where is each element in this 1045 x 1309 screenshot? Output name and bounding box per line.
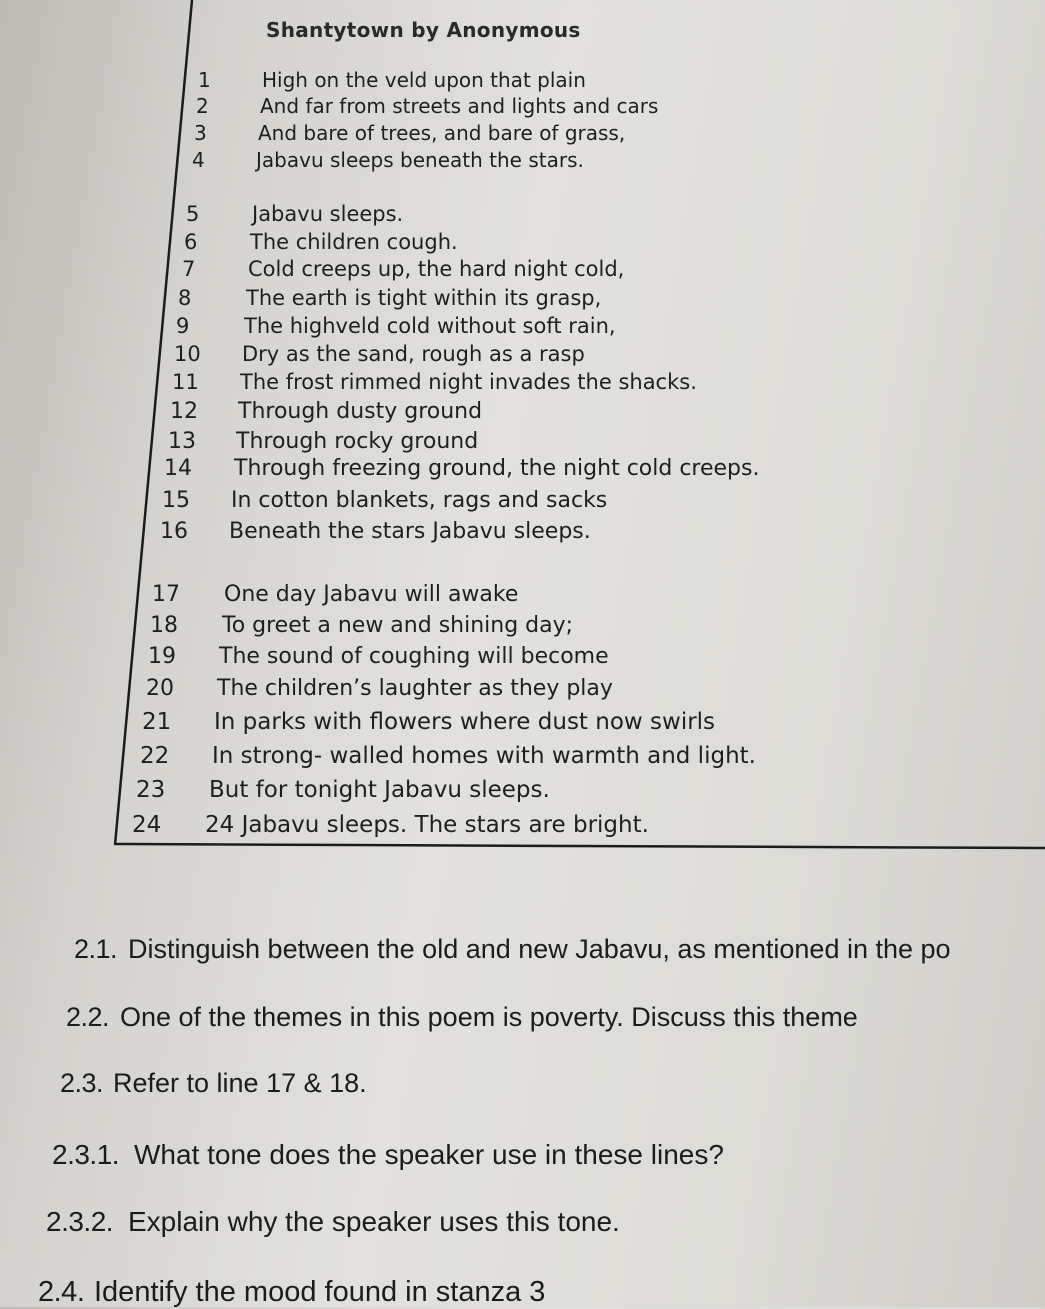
line-number: 11 — [172, 370, 199, 394]
line-number: 9 — [176, 314, 190, 338]
line-number: 17 — [152, 582, 180, 607]
question-number: 2.4. — [38, 1276, 85, 1308]
line-number: 5 — [186, 202, 200, 226]
line-number: 4 — [192, 148, 205, 172]
line-number: 3 — [194, 121, 207, 145]
line-text: The earth is tight within its grasp, — [246, 286, 602, 310]
line-text: In cotton blankets, rags and sacks — [231, 488, 608, 513]
line-text: Through rocky ground — [236, 429, 479, 454]
line-number: 13 — [168, 429, 196, 454]
line-number: 7 — [182, 257, 196, 281]
line-text: But for tonight Jabavu sleeps. — [209, 777, 550, 803]
line-text: Cold creeps up, the hard night cold, — [248, 257, 625, 281]
question-text: One of the themes in this poem is poverty. Discuss this theme — [120, 1002, 858, 1032]
poem-title: Shantytown by Anonymous — [266, 18, 581, 42]
question-number: 2.2. — [66, 1002, 110, 1032]
line-text: And far from streets and lights and cars — [260, 94, 659, 118]
line-number: 19 — [148, 644, 176, 669]
line-text: The children’s laughter as they play — [217, 676, 613, 701]
line-number: 2 — [196, 94, 209, 118]
line-text: Jabavu sleeps. — [252, 202, 404, 226]
line-number: 8 — [178, 286, 192, 310]
line-number: 12 — [170, 399, 198, 424]
line-number: 20 — [146, 676, 174, 701]
line-text: To greet a new and shining day; — [222, 613, 574, 638]
line-text: Dry as the sand, rough as a rasp — [242, 342, 585, 366]
line-number: 10 — [174, 342, 201, 366]
line-text: In parks with flowers where dust now swirls — [214, 709, 716, 735]
line-number: 22 — [140, 743, 170, 769]
line-text: And bare of trees, and bare of grass, — [258, 121, 626, 145]
line-text: Through dusty ground — [238, 399, 483, 424]
question-number: 2.3.1. — [52, 1139, 120, 1170]
line-number: 1 — [198, 68, 211, 92]
line-text: Jabavu sleeps beneath the stars. — [256, 148, 584, 172]
question-text: Identify the mood found in stanza 3 — [94, 1276, 546, 1308]
line-number: 24 — [132, 812, 162, 838]
line-number: 18 — [150, 613, 178, 638]
question-text: Distinguish between the old and new Jabavu, as mentioned in the po — [128, 934, 951, 964]
question-number: 2.1. — [74, 934, 118, 964]
line-text: Beneath the stars Jabavu sleeps. — [229, 519, 591, 544]
line-number: 21 — [142, 709, 172, 735]
line-number: 14 — [164, 456, 192, 481]
line-text: The frost rimmed night invades the shacks. — [240, 370, 697, 394]
question-number: 2.3. — [60, 1068, 104, 1098]
line-text: Through freezing ground, the night cold creeps. — [234, 456, 760, 481]
line-text: The children cough. — [250, 230, 458, 254]
line-number: 15 — [162, 488, 190, 513]
line-text: One day Jabavu will awake — [224, 582, 519, 607]
line-text: 24 Jabavu sleeps. The stars are bright. — [205, 812, 649, 838]
question-number: 2.3.2. — [46, 1206, 114, 1237]
line-number: 16 — [160, 519, 188, 544]
question-text: What tone does the speaker use in these lines? — [134, 1139, 724, 1170]
question-text: Refer to line 17 & 18. — [113, 1068, 367, 1098]
line-text: In strong- walled homes with warmth and light. — [212, 743, 756, 769]
line-number: 23 — [136, 777, 166, 803]
question-text: Explain why the speaker uses this tone. — [128, 1206, 620, 1237]
line-text: The highveld cold without soft rain, — [244, 314, 616, 338]
line-number: 6 — [184, 230, 198, 254]
line-text: High on the veld upon that plain — [262, 68, 586, 92]
line-text: The sound of coughing will become — [219, 644, 609, 669]
